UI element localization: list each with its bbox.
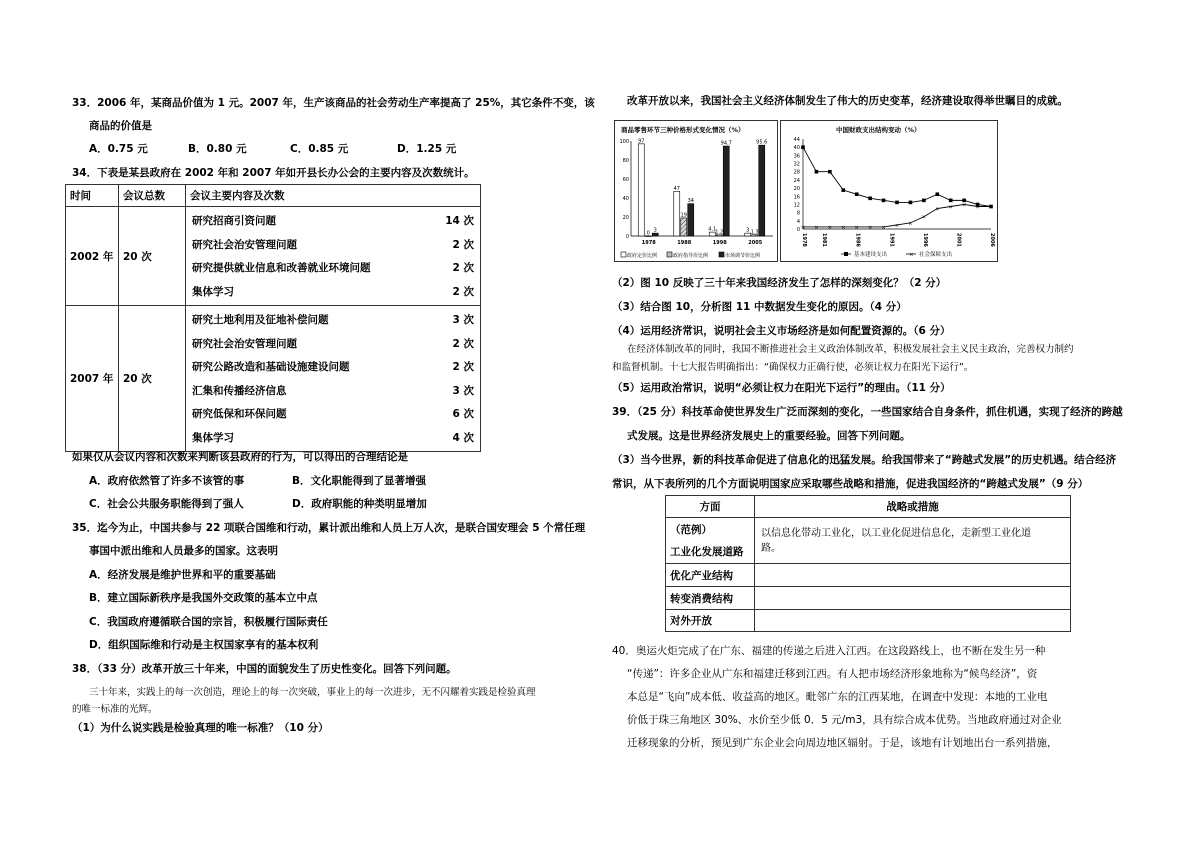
q34-intro: 34．下表是某县政府在 2002 年和 2007 年如开县长办公会的主要内容及次数统计。 xyxy=(72,167,475,179)
legend-marker-social: × xyxy=(909,252,914,258)
topic: 研究招商引资问题 xyxy=(192,215,276,228)
q39-row-industry: 优化产业结构 xyxy=(666,564,755,587)
q38-quote-line3: 在经济体制改革的同时，我国不断推进社会主义政治体制改革，积极发展社会主义民主政治，完善权力制约 xyxy=(627,344,1074,355)
table-row xyxy=(192,402,474,426)
line-x-tick-label: 1986 xyxy=(854,233,861,247)
bar-x-axis xyxy=(642,240,763,246)
data-point: × xyxy=(894,222,900,229)
line-chart-title: 中国财政支出结构变动（%） xyxy=(836,126,921,134)
q34-question: 如果仅从会议内容和次数来判断该县政府的行为，可以得出的合理结论是 xyxy=(72,451,408,463)
topic: 集体学习 xyxy=(192,431,234,444)
data-point xyxy=(855,192,859,196)
line-y-tick-label: 20 xyxy=(793,186,800,193)
q35-option-a: A．经济发展是维护世界和平的重要基础 xyxy=(89,569,276,581)
line-y-tick-label: 44 xyxy=(793,137,800,143)
q40-line4: 价低于珠三角地区 30%、水价至少低 0．5 元/m3，具有综合成本优势。当地政府通过对企业 xyxy=(627,714,1062,726)
q39-row-consumption: 转变消费结构 xyxy=(666,587,755,610)
q35-stem-line1: 35．迄今为止，中国共参与 22 项联合国维和行动，累计派出维和人员上万人次，是联合国安理会 5 个常任理 xyxy=(72,522,586,534)
q39-header-aspect: 方面 xyxy=(666,496,755,518)
legend-swatch-guide xyxy=(667,252,672,257)
q35-option-c: C．我国政府遵循联合国的宗旨，积极履行国际责任 xyxy=(89,616,328,628)
topic: 研究公路改造和基础设施建设问题 xyxy=(192,361,350,374)
q39-stem-line1: 39．（25 分）科技革命使世界发生广泛而深刻的变化，一些国家结合自身条件，抓住机遇，实现了经济的跨越 xyxy=(612,406,1123,418)
q38-quote-line4: 和监督机制。十七大报告明确指出：“确保权力正确行使，必须让权力在阳光下运行”。 xyxy=(612,362,974,373)
q38-sub5: （5）运用政治常识，说明“必须让权力在阳光下运行”的理由。（11 分） xyxy=(612,382,951,394)
bar-data-label: 47 xyxy=(673,185,680,192)
q39-answer-cell xyxy=(755,610,1071,632)
data-point: × xyxy=(908,220,913,227)
line-y-tick-label: 40 xyxy=(793,145,800,152)
q39-header-strategy: 战略或措施 xyxy=(755,496,1071,518)
q33-stem-line1: 33．2006 年，某商品价值为 1 元。2007 年，生产该商品的社会劳动生产率提高了 25%，其它条件不变，该 xyxy=(72,97,595,109)
bar-y-tick-label: 40 xyxy=(622,196,629,202)
q39-row-opening: 对外开放 xyxy=(666,610,755,632)
count: 2 次 xyxy=(452,238,474,251)
line-chart-svg xyxy=(781,121,997,261)
bar-chart-svg xyxy=(615,121,777,261)
legend-label-social: 社会保障支出 xyxy=(919,252,953,258)
line-y-tick-label: 4 xyxy=(796,218,800,225)
count: 2 次 xyxy=(452,285,474,298)
example-strategy-line2: 路。 xyxy=(761,542,781,554)
data-point: × xyxy=(988,204,994,211)
bar-series xyxy=(638,138,767,236)
q33-option-c: C．0.85 元 xyxy=(290,143,349,155)
legend-label-construction: 基本建设支出 xyxy=(854,252,888,258)
q35-option-b: B．建立国际新秩序是我国外交政策的基本立中点 xyxy=(89,592,318,604)
table-row xyxy=(192,256,474,280)
q34-total-2007: 20 次 xyxy=(119,306,186,452)
figure-11-line-chart xyxy=(780,120,998,262)
q38-sub1: （1）为什么说实践是检验真理的唯一标准？（10 分） xyxy=(72,722,329,734)
table-row xyxy=(192,209,474,233)
q38-sub4: （4）运用经济常识，说明社会主义市场经济是如何配置资源的。（6 分） xyxy=(612,325,951,337)
q33-option-a: A．0.75 元 xyxy=(89,143,148,155)
q38-sub3: （3）结合图 10，分析图 11 中数据发生变化的原因。（4 分） xyxy=(612,301,907,313)
example-aspect-label: 工业化发展道路 xyxy=(670,545,744,558)
data-point xyxy=(801,145,805,149)
q39-stem-line4: 常识，从下表所列的几个方面说明国家应采取哪些战略和措施，促进我国经济的“跨越式发展”（9 分） xyxy=(612,478,1089,490)
q34-option-b: B．文化职能得到了显著增强 xyxy=(292,475,427,487)
bar-data-label: 4.1 xyxy=(708,226,717,233)
line-x-tick-label: 1996 xyxy=(921,233,928,247)
bar-legend xyxy=(621,252,760,259)
series-line xyxy=(803,147,991,209)
line-y-axis xyxy=(794,137,991,233)
line-y-tick-label: 0 xyxy=(796,227,800,233)
topic: 汇集和传播经济信息 xyxy=(192,384,287,397)
data-point xyxy=(882,199,886,203)
bar-data-label: 97 xyxy=(638,138,645,145)
legend-swatch-market xyxy=(719,252,724,257)
bar-x-tick-label: 1978 xyxy=(641,240,656,246)
bar-data-label: 0 xyxy=(646,230,650,237)
q33-stem-line2: 商品的价值是 xyxy=(89,120,152,132)
q38-sub2: （2）图 10 反映了三十年来我国经济发生了怎样的深刻变化？（2 分） xyxy=(612,277,947,289)
q34-year-2002: 2002 年 xyxy=(66,207,119,306)
line-x-axis xyxy=(801,233,995,247)
line-y-tick-label: 8 xyxy=(796,210,800,217)
bar xyxy=(674,191,680,236)
table-row xyxy=(192,308,474,332)
bar-y-tick-label: 60 xyxy=(622,177,629,183)
topic: 研究低保和环保问题 xyxy=(192,408,287,421)
bar xyxy=(681,218,687,236)
example-strategy-line1: 以信息化带动工业化，以工业化促进信息化，走新型工业化道 xyxy=(761,527,1031,539)
figure-10-bar-chart xyxy=(614,120,778,262)
data-point: × xyxy=(881,224,886,231)
q35-stem-line2: 事国中派出维和人员最多的国家。这表明 xyxy=(89,545,278,557)
table-row xyxy=(192,379,474,403)
count: 14 次 xyxy=(445,215,474,228)
q39-answer-cell xyxy=(755,587,1071,610)
bar-data-label: 94.7 xyxy=(720,140,732,147)
line-y-tick-label: 12 xyxy=(793,202,800,209)
data-point xyxy=(922,199,926,203)
bar xyxy=(759,145,765,236)
legend-label-market: 市场调节价比例 xyxy=(725,253,761,259)
line-x-tick-label: 1978 xyxy=(801,233,807,247)
q40-line5: 迁移现象的分析，预见到广东企业会向周边地区辐射。于是，该地有计划地出台一系列措施， xyxy=(627,737,1058,749)
bar-chart-title: 商品零售环节三种价格形式变化情况（%） xyxy=(621,126,745,134)
q34-header-content: 会议主要内容及次数 xyxy=(186,185,481,207)
legend-label-gov: 政府定价比例 xyxy=(627,253,658,259)
data-point: × xyxy=(814,224,819,231)
table-row xyxy=(192,355,474,379)
q35-option-d: D．组织国际维和行动是主权国家享有的基本权利 xyxy=(89,639,319,651)
q34-option-a: A．政府依然管了许多不该管的事 xyxy=(89,475,245,487)
line-y-tick-label: 28 xyxy=(793,169,800,176)
line-series xyxy=(801,145,994,231)
topic: 研究土地利用及征地补偿问题 xyxy=(192,314,329,327)
bar-x-tick-label: 1988 xyxy=(677,240,692,246)
data-point: × xyxy=(975,204,980,211)
count: 3 次 xyxy=(452,314,474,327)
q39-example-aspect xyxy=(666,518,755,564)
data-point: × xyxy=(948,204,954,211)
count: 6 次 xyxy=(452,408,474,421)
bar-data-label: 1.3 xyxy=(750,229,759,236)
data-point xyxy=(841,188,845,192)
line-y-tick-label: 36 xyxy=(793,153,800,160)
bar-data-label: 19 xyxy=(680,212,687,219)
data-point xyxy=(935,192,939,196)
topic: 研究社会治安管理问题 xyxy=(192,337,297,350)
bar-data-label: 3 xyxy=(746,227,750,234)
line-x-tick-label: 2006 xyxy=(989,233,995,247)
table-row xyxy=(192,233,474,257)
data-point: × xyxy=(921,214,927,221)
legend-label-guide: 政府指导价比例 xyxy=(673,253,709,259)
table-row xyxy=(192,426,474,450)
data-point xyxy=(909,201,913,205)
data-point: × xyxy=(840,224,846,231)
q40-line3: 本总是“飞向”成本低、收益高的地区。毗邻广东的江西某地，在调查中发现：本地的工业电 xyxy=(627,691,1048,703)
q40-line2: “传递”：许多企业从广东和福建迁移到江西。有人把市场经济形象地称为“候鸟经济”，资 xyxy=(627,668,1038,680)
bar xyxy=(688,204,694,236)
q40-line1: 40．奥运火炬完成了在广东、福建的传递之后进入江西。在这段路线上，也不断在发生另一种 xyxy=(612,645,1046,657)
count: 2 次 xyxy=(452,262,474,275)
q38-quote-line2: 的唯一标准的光辉。 xyxy=(72,704,158,715)
topic: 研究提供就业信息和改善就业环境问题 xyxy=(192,262,371,275)
q33-option-b: B．0.80 元 xyxy=(188,143,247,155)
data-point xyxy=(815,170,819,174)
q34-year-2007: 2007 年 xyxy=(66,306,119,452)
example-label: （范例） xyxy=(670,523,712,536)
count: 3 次 xyxy=(452,384,474,397)
bar-y-tick-label: 100 xyxy=(619,139,629,145)
count: 2 次 xyxy=(452,361,474,374)
bar-data-label: 34 xyxy=(687,198,694,205)
q34-option-d: D．政府职能的种类明显增加 xyxy=(292,498,427,510)
data-point: × xyxy=(961,202,967,209)
q34-total-2002: 20 次 xyxy=(119,207,186,306)
data-point: × xyxy=(867,224,873,231)
q38-quote-line1: 三十年来，实践上的每一次创造，理论上的每一次突破，事业上的每一次进步，无不闪耀着实践是检验真理 xyxy=(89,687,536,698)
q34-option-c: C．社会公共服务职能得到了强人 xyxy=(89,498,244,510)
data-point xyxy=(868,197,872,201)
q33-option-d: D．1.25 元 xyxy=(397,143,457,155)
bar-y-tick-label: 80 xyxy=(622,158,629,164)
bar xyxy=(723,146,729,236)
data-point xyxy=(828,170,832,174)
line-y-tick-label: 16 xyxy=(793,194,800,201)
bar-data-label: 1.2 xyxy=(715,229,724,236)
q34-header-total: 会议总数 xyxy=(119,185,186,207)
bar-y-tick-label: 20 xyxy=(622,215,629,221)
legend-swatch-gov xyxy=(621,252,626,257)
data-point: × xyxy=(827,224,833,231)
line-y-tick-label: 32 xyxy=(793,161,800,168)
q34-header-time: 时间 xyxy=(66,185,119,207)
data-point: × xyxy=(934,206,940,213)
data-point xyxy=(895,201,899,205)
line-y-tick-label: 24 xyxy=(793,177,800,184)
bar-x-tick-label: 1998 xyxy=(712,240,727,246)
q39-answer-cell xyxy=(755,564,1071,587)
table-row xyxy=(192,332,474,356)
bar-y-tick-label: 0 xyxy=(625,234,629,240)
topic: 集体学习 xyxy=(192,285,234,298)
bar xyxy=(638,144,644,236)
q39-stem-line3: （3）当今世界，新的科技革命促进了信息化的迅猛发展。给我国带来了“跨越式发展”的历史机遇。结合经济 xyxy=(612,454,1117,466)
data-point: × xyxy=(800,224,806,231)
count: 2 次 xyxy=(452,337,474,350)
line-x-tick-label: 1991 xyxy=(888,233,895,247)
data-point: × xyxy=(854,224,860,231)
count: 4 次 xyxy=(452,431,474,444)
table-row xyxy=(192,280,474,304)
bar-data-label: 3 xyxy=(653,227,657,234)
q34-table xyxy=(65,184,481,452)
data-point xyxy=(949,199,953,203)
bar-x-tick-label: 2005 xyxy=(748,240,763,246)
q38-continuation: 改革开放以来，我国社会主义经济体制发生了伟大的历史变革，经济建设取得举世瞩目的成就。 xyxy=(627,95,1068,107)
legend-marker-construction xyxy=(844,252,848,256)
line-x-tick-label: 2001 xyxy=(955,233,962,247)
q39-stem-line2: 式发展。这是世界经济发展史上的重要经验。回答下列问题。 xyxy=(627,430,911,442)
line-x-tick-label: 1981 xyxy=(821,233,828,247)
topic: 研究社会治安管理问题 xyxy=(192,238,297,251)
q39-example-strategy xyxy=(755,518,1071,564)
line-legend xyxy=(841,250,953,258)
q38-title: 38．（33 分）改革开放三十年来，中国的面貌发生了历史性变化。回答下列问题。 xyxy=(72,663,457,675)
bar-data-label: 95.6 xyxy=(756,139,768,146)
q39-table xyxy=(665,495,1071,632)
